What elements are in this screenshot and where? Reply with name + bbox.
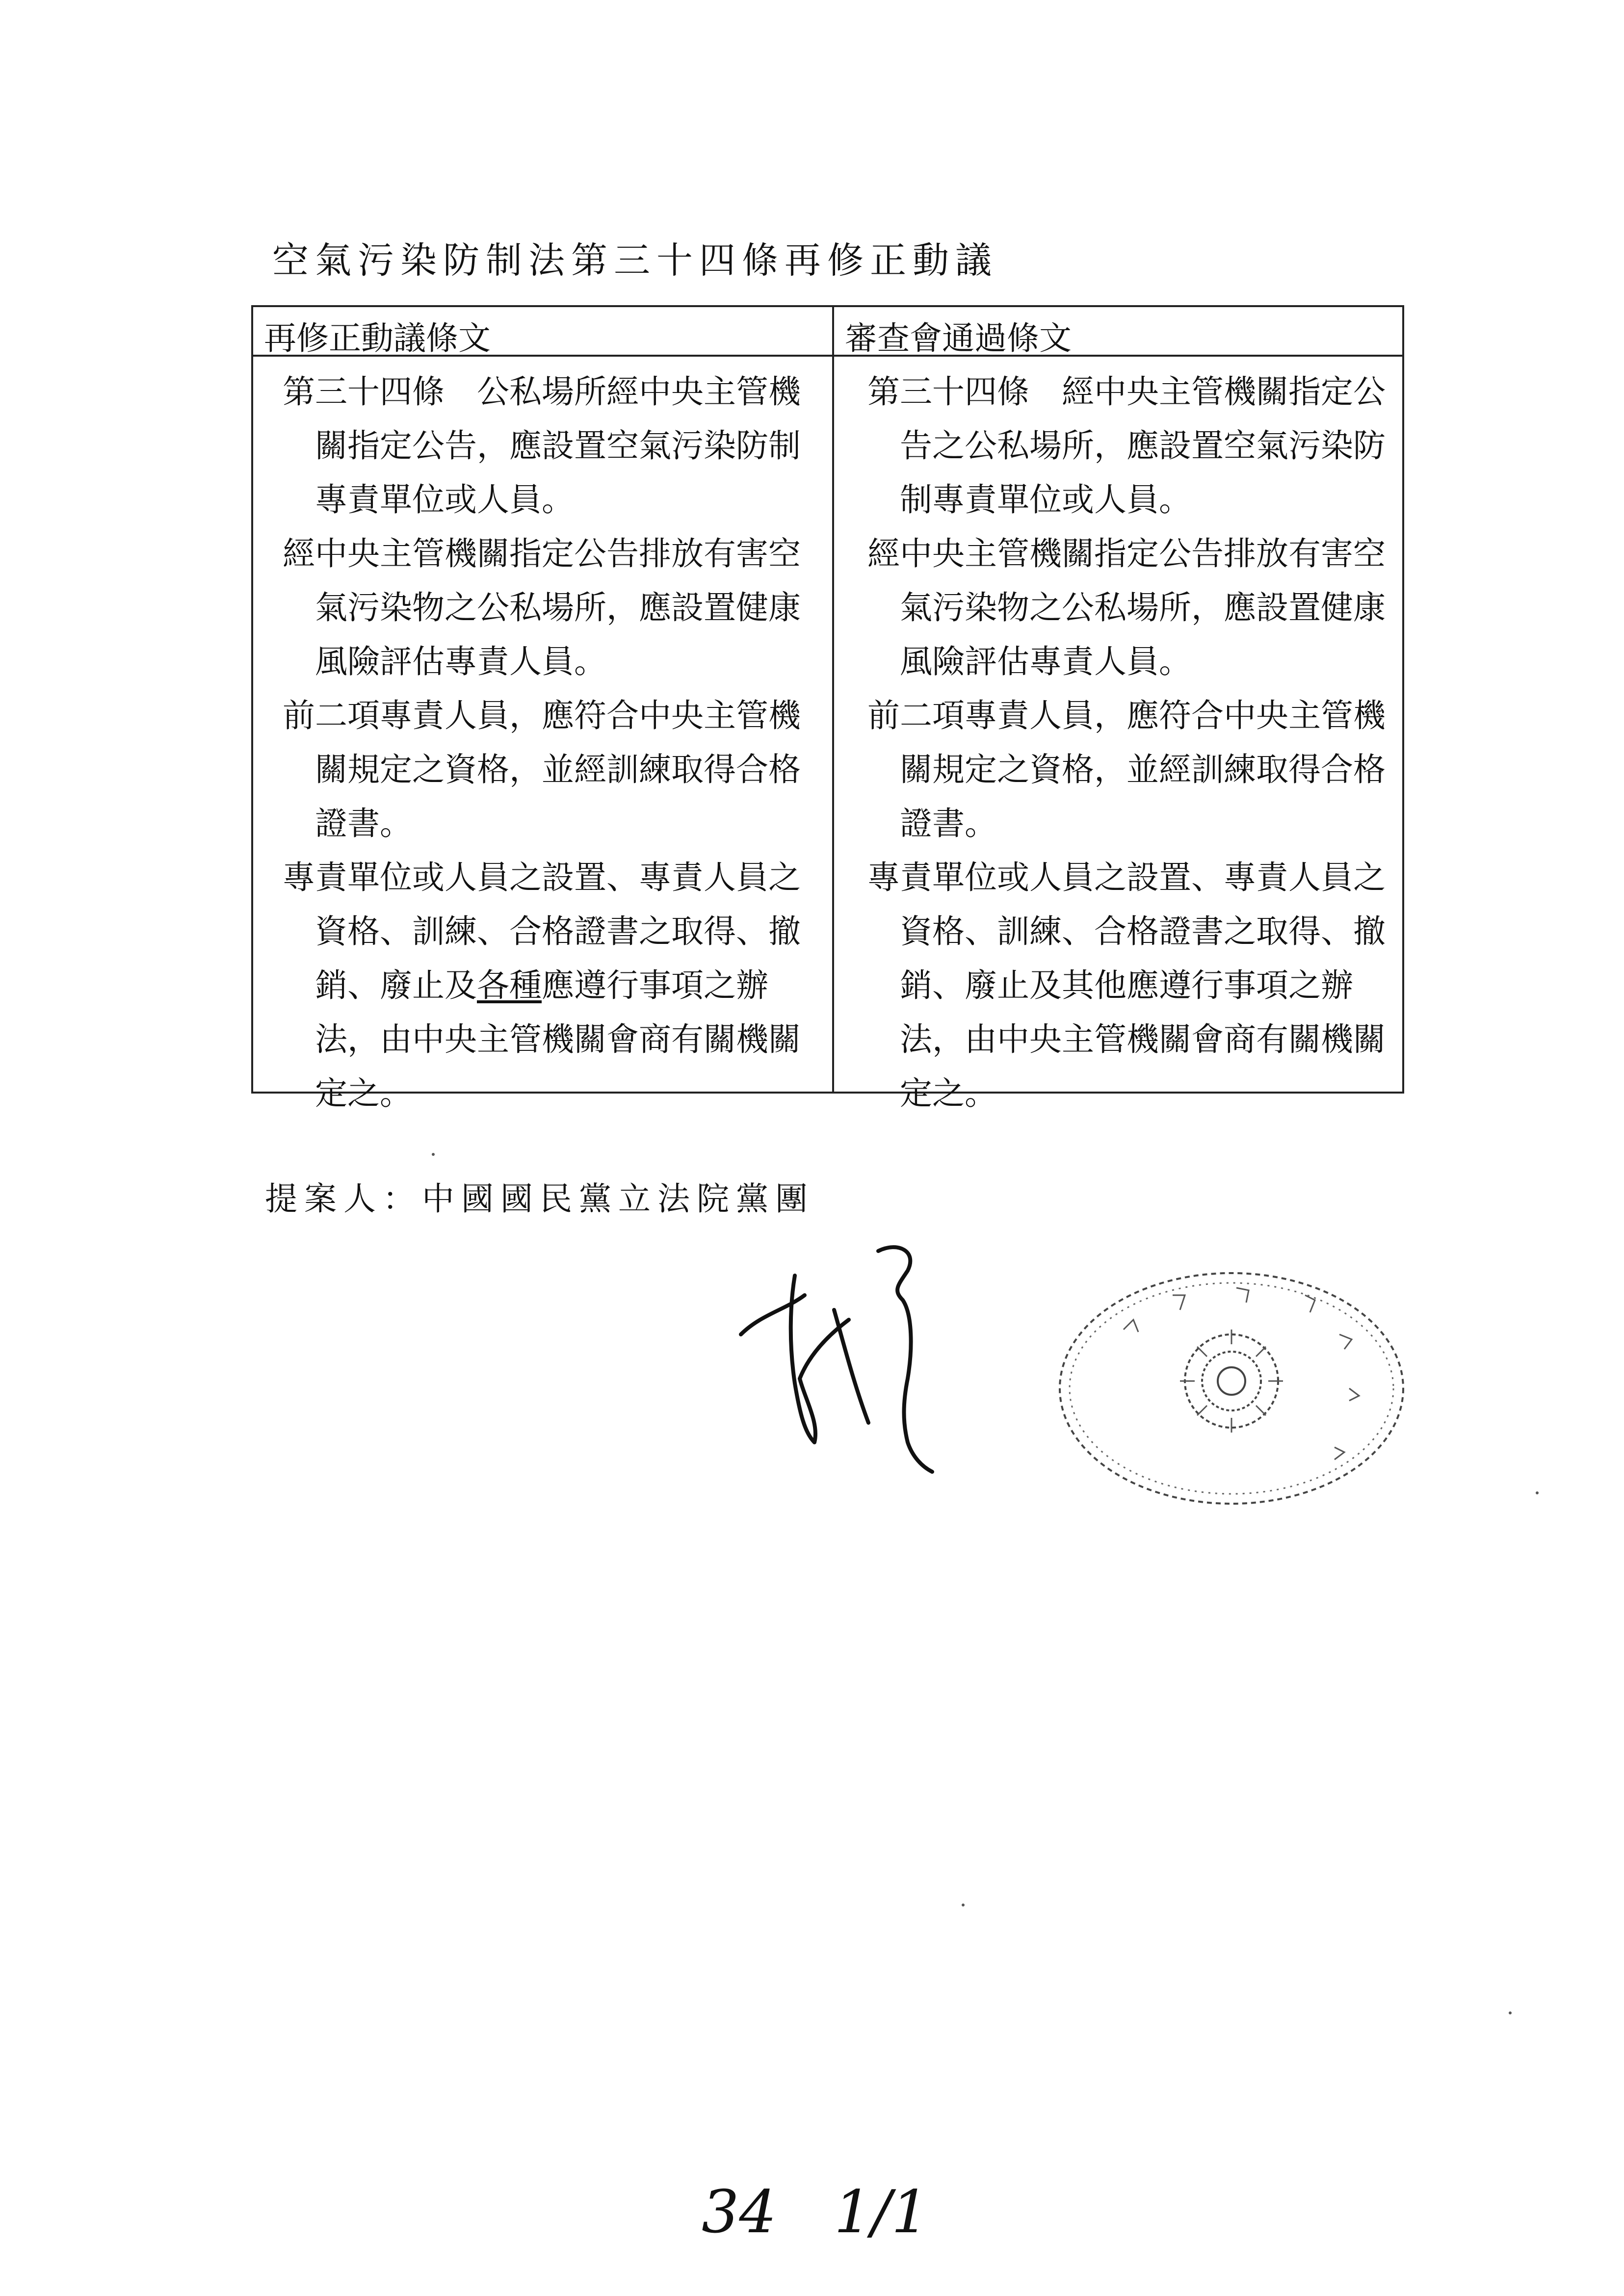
comparison-table xyxy=(251,305,1404,1112)
scan-speck xyxy=(432,1153,435,1156)
left-column xyxy=(253,307,832,1112)
left-para-2: 經中央主管機關指定公告排放有害空氣污染物之公私場所，應設置健康風險評估專責人員。 xyxy=(283,535,801,680)
left-para-4-underlined: 各種 xyxy=(477,966,542,1004)
left-para-1: 第三十四條 公私場所經中央主管機關指定公告，應設置空氣污染防制專責單位或人員。 xyxy=(283,373,801,519)
right-column-body xyxy=(867,365,1392,1121)
scan-speck xyxy=(1536,1491,1539,1494)
page-number: 34 xyxy=(702,2178,777,2246)
scan-speck xyxy=(1509,2011,1512,2014)
right-para-4: 專責單位或人員之設置、專責人員之資格、訓練、合格證書之取得、撤銷、廢止及其他應遵行事項之辦法，由中央主管機關會商有關機關定之。 xyxy=(867,859,1386,1112)
left-para-4-before: 專責單位或人員之設置、專責人員之資格、訓練、合格證書之取得、撤銷、廢止及 xyxy=(283,859,801,1004)
official-seal xyxy=(1050,1261,1413,1516)
handwritten-signature xyxy=(731,1236,1025,1491)
right-column-header: 審查會通過條文 xyxy=(845,319,1072,357)
left-para-4-after: 應遵行事項之辦法，由中央主管機關會商有關機關定之。 xyxy=(315,966,801,1112)
right-para-3: 前二項專責人員，應符合中央主管機關規定之資格，並經訓練取得合格證書。 xyxy=(867,697,1386,842)
left-column-body xyxy=(283,365,822,1121)
page-title: 空氣污染防制法第三十四條再修正動議 xyxy=(272,239,998,282)
right-para-1: 第三十四條 經中央主管機關指定公告之公私場所，應設置空氣污染防制專責單位或人員。 xyxy=(867,373,1386,519)
right-column xyxy=(832,307,1402,1112)
scan-speck xyxy=(962,1904,965,1906)
left-para-3: 前二項專責人員，應符合中央主管機關規定之資格，並經訓練取得合格證書。 xyxy=(283,697,801,842)
left-para-4 xyxy=(283,851,822,1121)
page-fraction: 1/1 xyxy=(834,2178,929,2246)
left-column-header: 再修正動議條文 xyxy=(264,319,491,357)
right-para-2: 經中央主管機關指定公告排放有害空氣污染物之公私場所，應設置健康風險評估專責人員。 xyxy=(867,535,1386,680)
proposer-line: 提案人：中國國民黨立法院黨團 xyxy=(265,1180,814,1218)
